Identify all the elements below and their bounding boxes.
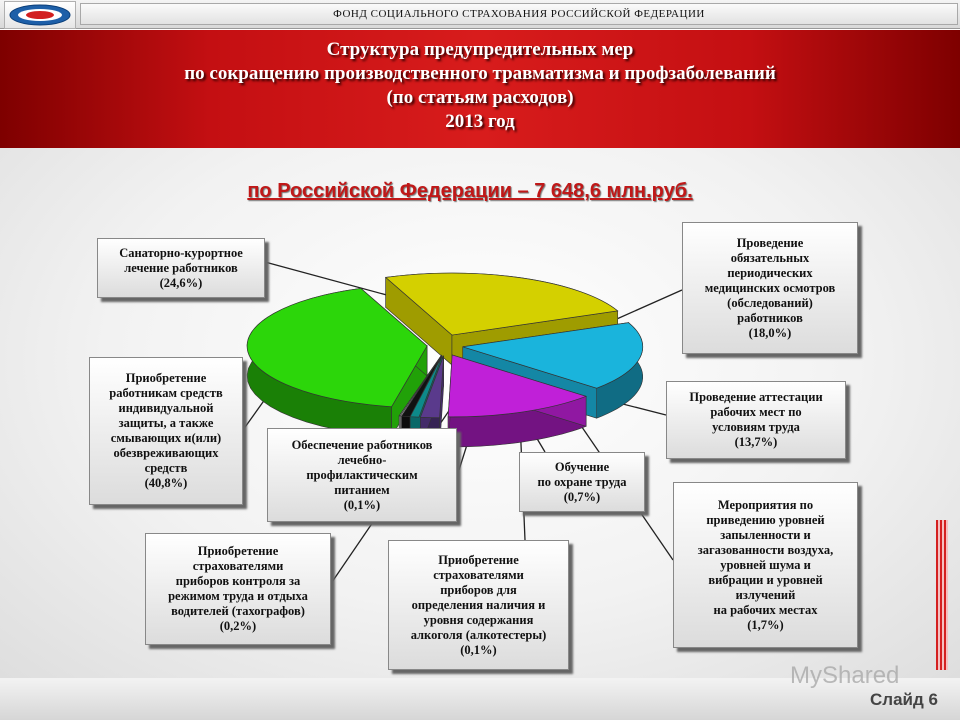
label-line: Приобретение bbox=[125, 371, 207, 385]
label-line: страхователями bbox=[192, 559, 284, 573]
label-line: работников bbox=[737, 310, 803, 325]
label-line: условиям труда bbox=[712, 420, 800, 434]
label-line: Обучение bbox=[554, 459, 610, 474]
label-line: средств bbox=[144, 461, 188, 475]
label-line: приведению уровней bbox=[706, 512, 825, 527]
label-line: Приобретение bbox=[438, 552, 519, 567]
label-line: (0,7%) bbox=[563, 489, 601, 504]
label-line: Проведение аттестации bbox=[689, 390, 823, 404]
label-line: смывающих и(или) bbox=[110, 431, 222, 445]
label-line: вибрации и уровней bbox=[708, 572, 823, 587]
label-line: (1,7%) bbox=[747, 617, 784, 632]
label-line: (40,8%) bbox=[144, 476, 188, 490]
watermark: MyShared bbox=[790, 662, 900, 689]
label-line: приборов для bbox=[440, 582, 517, 597]
label-line: уровней шума и bbox=[720, 557, 811, 572]
title-line: 2013 год bbox=[445, 111, 515, 132]
label-line: лечение работников bbox=[124, 260, 238, 275]
label-ppe bbox=[89, 357, 243, 505]
title-line: Структура предупредительных мер bbox=[326, 39, 634, 60]
label-line: Санаторно-курортное bbox=[119, 245, 243, 260]
label-alcotester bbox=[388, 540, 569, 670]
label-line: обязательных bbox=[730, 250, 810, 265]
slide-number bbox=[870, 690, 938, 710]
org-name: ФОНД СОЦИАЛЬНОГО СТРАХОВАНИЯ РОССИЙСКОЙ ФЕДЕРАЦИИ bbox=[80, 3, 958, 25]
label-medical bbox=[682, 222, 858, 354]
label-line: страхователями bbox=[433, 567, 524, 582]
label-line: Обеспечение работников bbox=[291, 437, 433, 452]
label-line: (0,1%) bbox=[343, 497, 381, 512]
label-line: запыленности и bbox=[720, 527, 811, 542]
label-line: медицинских осмотров bbox=[704, 280, 836, 295]
label-line: Проведение bbox=[736, 235, 804, 250]
slide-number-value: 6 bbox=[928, 690, 938, 709]
label-line: обезвреживающих bbox=[113, 446, 219, 460]
label-nutrition bbox=[267, 428, 457, 522]
label-sanatorium bbox=[97, 238, 265, 298]
leader-line bbox=[610, 290, 682, 322]
label-line: (24,6%) bbox=[159, 275, 203, 290]
label-line: приборов контроля за bbox=[175, 574, 301, 588]
label-line: питанием bbox=[334, 482, 390, 497]
label-training bbox=[519, 452, 645, 512]
label-line: (0,2%) bbox=[219, 619, 257, 633]
label-line: определения наличия и bbox=[411, 597, 546, 612]
label-line: (18,0%) bbox=[748, 325, 792, 340]
label-line: водителей (тахографов) bbox=[171, 604, 305, 618]
label-line: по охране труда bbox=[537, 474, 627, 489]
label-line: работникам средств bbox=[109, 386, 223, 400]
chart-subtitle: по Российской Федерации – 7 648,6 млн.руб. bbox=[247, 180, 693, 202]
label-line: (обследований) bbox=[727, 295, 813, 310]
label-attestation bbox=[666, 381, 846, 459]
label-line: Мероприятия по bbox=[717, 497, 814, 512]
label-tachograph bbox=[145, 533, 331, 645]
label-line: уровня содержания bbox=[423, 612, 534, 627]
label-line: периодических bbox=[727, 265, 813, 280]
label-line: рабочих мест по bbox=[710, 405, 802, 419]
label-line: профилактическим bbox=[306, 467, 418, 482]
decor-stripes bbox=[936, 520, 948, 670]
title-line: по сокращению производственного травматизма и профзаболеваний bbox=[184, 63, 776, 84]
label-line: загазованности воздуха, bbox=[697, 542, 834, 557]
title-line: (по статьям расходов) bbox=[386, 87, 574, 108]
label-line: режимом труда и отдыха bbox=[168, 589, 308, 603]
label-line: на рабочих местах bbox=[713, 602, 818, 617]
label-dust bbox=[673, 482, 858, 648]
label-line: (13,7%) bbox=[734, 435, 778, 449]
label-line: (0,1%) bbox=[460, 642, 497, 657]
label-line: алкоголя (алкотестеры) bbox=[410, 627, 547, 642]
label-line: лечебно- bbox=[337, 452, 387, 467]
slide-label: Слайд bbox=[870, 690, 924, 709]
label-line: излучений bbox=[735, 587, 796, 602]
label-line: индивидуальной bbox=[118, 401, 214, 415]
label-line: Приобретение bbox=[197, 544, 279, 558]
label-line: защиты, а также bbox=[118, 416, 214, 430]
